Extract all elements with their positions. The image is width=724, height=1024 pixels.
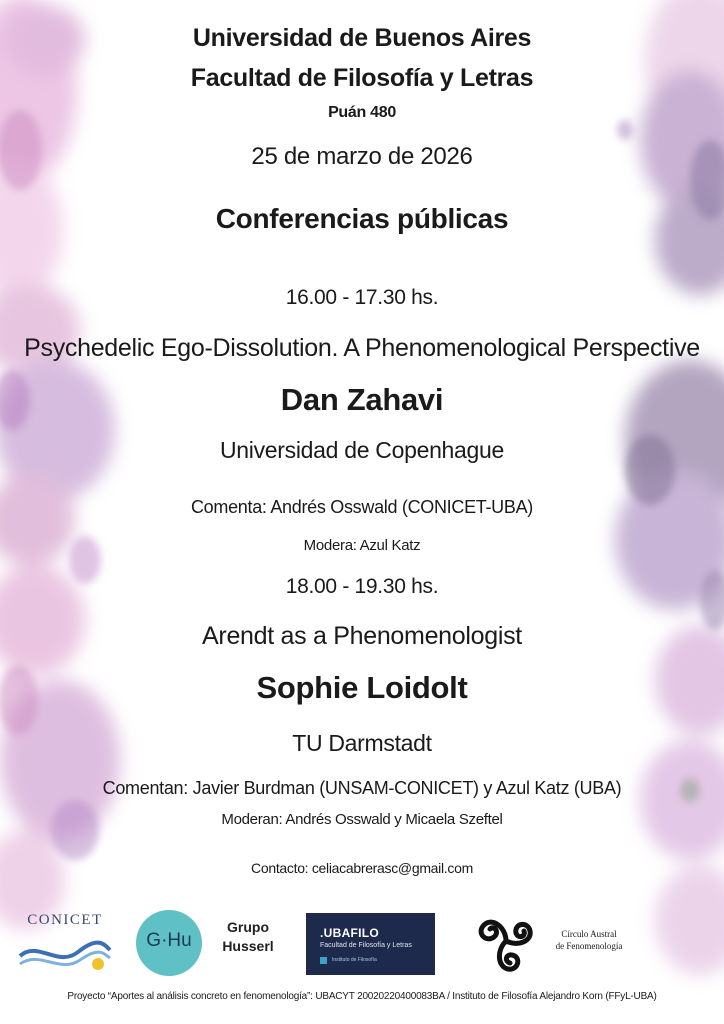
- talk-1-commentator: Comenta: Andrés Osswald (CONICET-UBA): [190, 497, 533, 517]
- ubafilo-logo: [306, 913, 435, 975]
- ubafilo-subtitle: Facultad de Filosofía y Letras: [320, 942, 412, 949]
- talk-2-commentators: Comentan: Javier Burdman (UNSAM-CONICET) y Azul Katz (UBA): [102, 778, 622, 798]
- circulo-austral-line1: Círculo Austral: [561, 929, 617, 939]
- talk-2-speaker: Sophie Loidolt: [256, 670, 468, 705]
- ghu-logo-text: G·Hu: [146, 930, 192, 951]
- ubafilo-institute: Instituto de Filosofía: [332, 957, 377, 963]
- talk-1-affiliation: Universidad de Copenhague: [219, 437, 505, 463]
- talk-1-time: 16.00 - 17.30 hs.: [285, 286, 439, 309]
- project-footer: Proyecto “Aportes al análisis concreto en fenomenología”: UBACYT 20020220400083BA / Instituto de Filosofía Alejandro Korn (FFyL-UBA): [67, 991, 657, 1002]
- talk-2-title: Arendt as a Phenomenologist: [202, 622, 522, 650]
- triskelion-icon: [470, 905, 542, 975]
- event-date: 25 de marzo de 2026: [251, 143, 473, 170]
- talk-2-affiliation: TU Darmstadt: [292, 730, 432, 756]
- grupo-label-line1: Grupo: [227, 919, 269, 935]
- ubafilo-title: .UBAFILO: [320, 926, 380, 940]
- circulo-austral-line2: de Fenomenología: [555, 941, 623, 951]
- university-name: Universidad de Buenos Aires: [192, 24, 532, 52]
- address: Puán 480: [328, 104, 396, 121]
- talk-1-moderator: Modera: Azul Katz: [303, 537, 421, 554]
- circulo-austral-text: [544, 928, 634, 952]
- circulo-austral-logo: [470, 905, 630, 975]
- talk-1-speaker: Dan Zahavi: [280, 382, 444, 417]
- grupo-husserl-logo: [136, 910, 208, 976]
- conicet-waves-icon: [18, 934, 112, 974]
- contact-email: Contacto: celiacabrerasc@gmail.com: [251, 860, 473, 876]
- grupo-husserl-label: [218, 918, 278, 956]
- event-type-heading: Conferencias públicas: [215, 203, 509, 234]
- conicet-logo-text: CONICET: [27, 912, 103, 928]
- talk-2-moderators: Moderan: Andrés Osswald y Micaela Szeftel: [221, 811, 503, 828]
- faculty-name: Facultad de Filosofía y Letras: [190, 64, 534, 92]
- talk-1-title: Psychedelic Ego-Dissolution. A Phenomenological Perspective: [24, 334, 700, 362]
- grupo-label-line2: Husserl: [222, 938, 274, 954]
- talk-2-time: 18.00 - 19.30 hs.: [285, 575, 439, 598]
- conicet-logo: [18, 912, 112, 974]
- ubafilo-square-icon: [320, 957, 327, 964]
